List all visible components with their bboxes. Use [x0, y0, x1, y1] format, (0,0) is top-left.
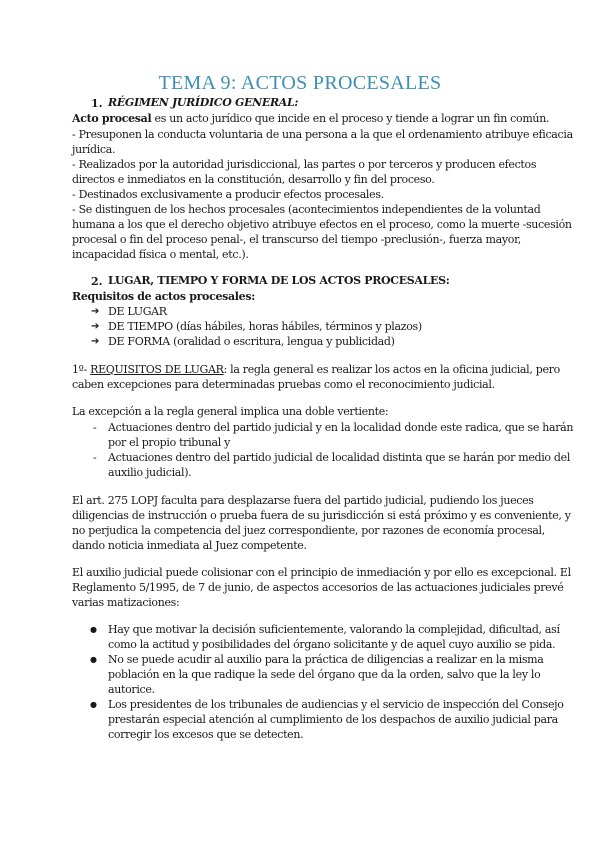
s1-line: - Realizados por la autoridad jurisdiccional, las partes o por terceros y producen efectos [72, 158, 537, 171]
place-requirements-label: REQUISITOS DE LUGAR [90, 363, 224, 376]
art275-line: no perjudica la competencia del juez correspondiente, por razones de economía procesal, [72, 524, 545, 537]
section-2-number: 2. [91, 275, 103, 288]
section-1-heading: RÉGIMEN JURÍDICO GENERAL: [108, 96, 299, 109]
document-title: TEMA 9: ACTOS PROCESALES [158, 72, 442, 94]
section-2-heading: LUGAR, TIEMPO Y FORMA DE LOS ACTOS PROCESALES: [108, 274, 450, 287]
arrow-icon: ➔ [91, 306, 100, 317]
definition-term: Acto procesal [72, 112, 152, 125]
definition-line [72, 111, 549, 127]
bullet-dot: ● [90, 700, 97, 709]
art275-line: El art. 275 LOPJ faculta para desplazarse fuera del partido judicial, pudiendo los jueces [72, 494, 534, 507]
definition-text: es un acto jurídico que incide en el proceso y tiende a lograr un fin común. [151, 112, 550, 125]
exception-item-line: Actuaciones dentro del partido judicial y en la localidad donde este radica, que se harán [108, 421, 574, 434]
place-prefix: 1º- [72, 363, 91, 376]
dash-marker: - [93, 421, 97, 434]
bullet-line: como la actitud y posibilidades del órgano solicitante y de aquel cuyo auxilio se pida. [108, 638, 556, 651]
place-requirements-line [72, 362, 560, 378]
bullet-line: corregir los excesos que se detecten. [108, 728, 304, 741]
s1-line: directos e inmediatos en la constitución, desarrollo y fin del proceso. [72, 173, 435, 186]
auxilio-line: varias matizaciones: [72, 596, 180, 609]
art275-line: dando noticia inmediata al Juez competente. [72, 539, 307, 552]
dash-marker: - [93, 451, 97, 464]
auxilio-line: Reglamento 5/1995, de 7 de junio, de aspectos accesorios de las actuaciones judiciales prevé [72, 581, 564, 594]
s1-line: procesal o fin del proceso penal-, el transcurso del tiempo -preclusión-, fuerza mayor, [72, 233, 521, 246]
s1-line: - Presuponen la conducta voluntaria de una persona a la que el ordenamiento atribuye eficacia [72, 128, 573, 141]
section-1-number: 1. [91, 97, 103, 110]
requirement-item: DE FORMA (oralidad o escritura, lengua y publicidad) [108, 335, 395, 348]
exception-item-line: Actuaciones dentro del partido judicial de localidad distinta que se harán por medio del [108, 451, 571, 464]
bullet-line: autorice. [108, 683, 155, 696]
exception-intro: La excepción a la regla general implica una doble vertiente: [72, 405, 389, 418]
bullet-line: prestarán especial atención al cumplimiento de los despachos de auxilio judicial para [108, 713, 558, 726]
requirement-item: DE TIEMPO (días hábiles, horas hábiles, términos y plazos) [108, 320, 422, 333]
exception-item-line: por el propio tribunal y [108, 436, 231, 449]
bullet-line: Los presidentes de los tribunales de audiencias y el servicio de inspección del Consejo [108, 698, 564, 711]
exception-item-line: auxilio judicial). [108, 466, 192, 479]
art275-line: diligencias de instrucción o prueba fuera de su jurisdicción si está próximo y es conveniente, y [72, 509, 571, 522]
bullet-line: No se puede acudir al auxilio para la práctica de diligencias a realizar en la misma [108, 653, 544, 666]
bullet-line: población en la que radique la sede del órgano que da la orden, salvo que la ley lo [108, 668, 541, 681]
s1-line: humana a los que el derecho objetivo atribuye efectos en el proceso, como la muerte -sucesión [72, 218, 572, 231]
requirements-title: Requisitos de actos procesales: [72, 290, 255, 303]
requirement-item: DE LUGAR [108, 305, 167, 318]
bullet-dot: ● [90, 655, 97, 664]
auxilio-line: El auxilio judicial puede colisionar con el principio de inmediación y por ello es excepcional. El [72, 566, 571, 579]
s1-line: - Destinados exclusivamente a producir efectos procesales. [72, 188, 384, 201]
bullet-dot: ● [90, 625, 97, 634]
bullet-line: Hay que motivar la decisión suficientemente, valorando la complejidad, dificultad, así [108, 623, 560, 636]
arrow-icon: ➔ [91, 336, 100, 347]
place-requirements-line-2: caben excepciones para determinadas pruebas como el reconocimiento judicial. [72, 378, 495, 391]
s1-line: jurídica. [72, 143, 116, 156]
place-requirements-text: : la regla general es realizar los actos en la oficina judicial, pero [223, 363, 560, 376]
arrow-icon: ➔ [91, 321, 100, 332]
s1-line: incapacidad física o mental, etc.). [72, 248, 249, 261]
s1-line: - Se distinguen de los hechos procesales (acontecimientos independientes de la voluntad [72, 203, 541, 216]
